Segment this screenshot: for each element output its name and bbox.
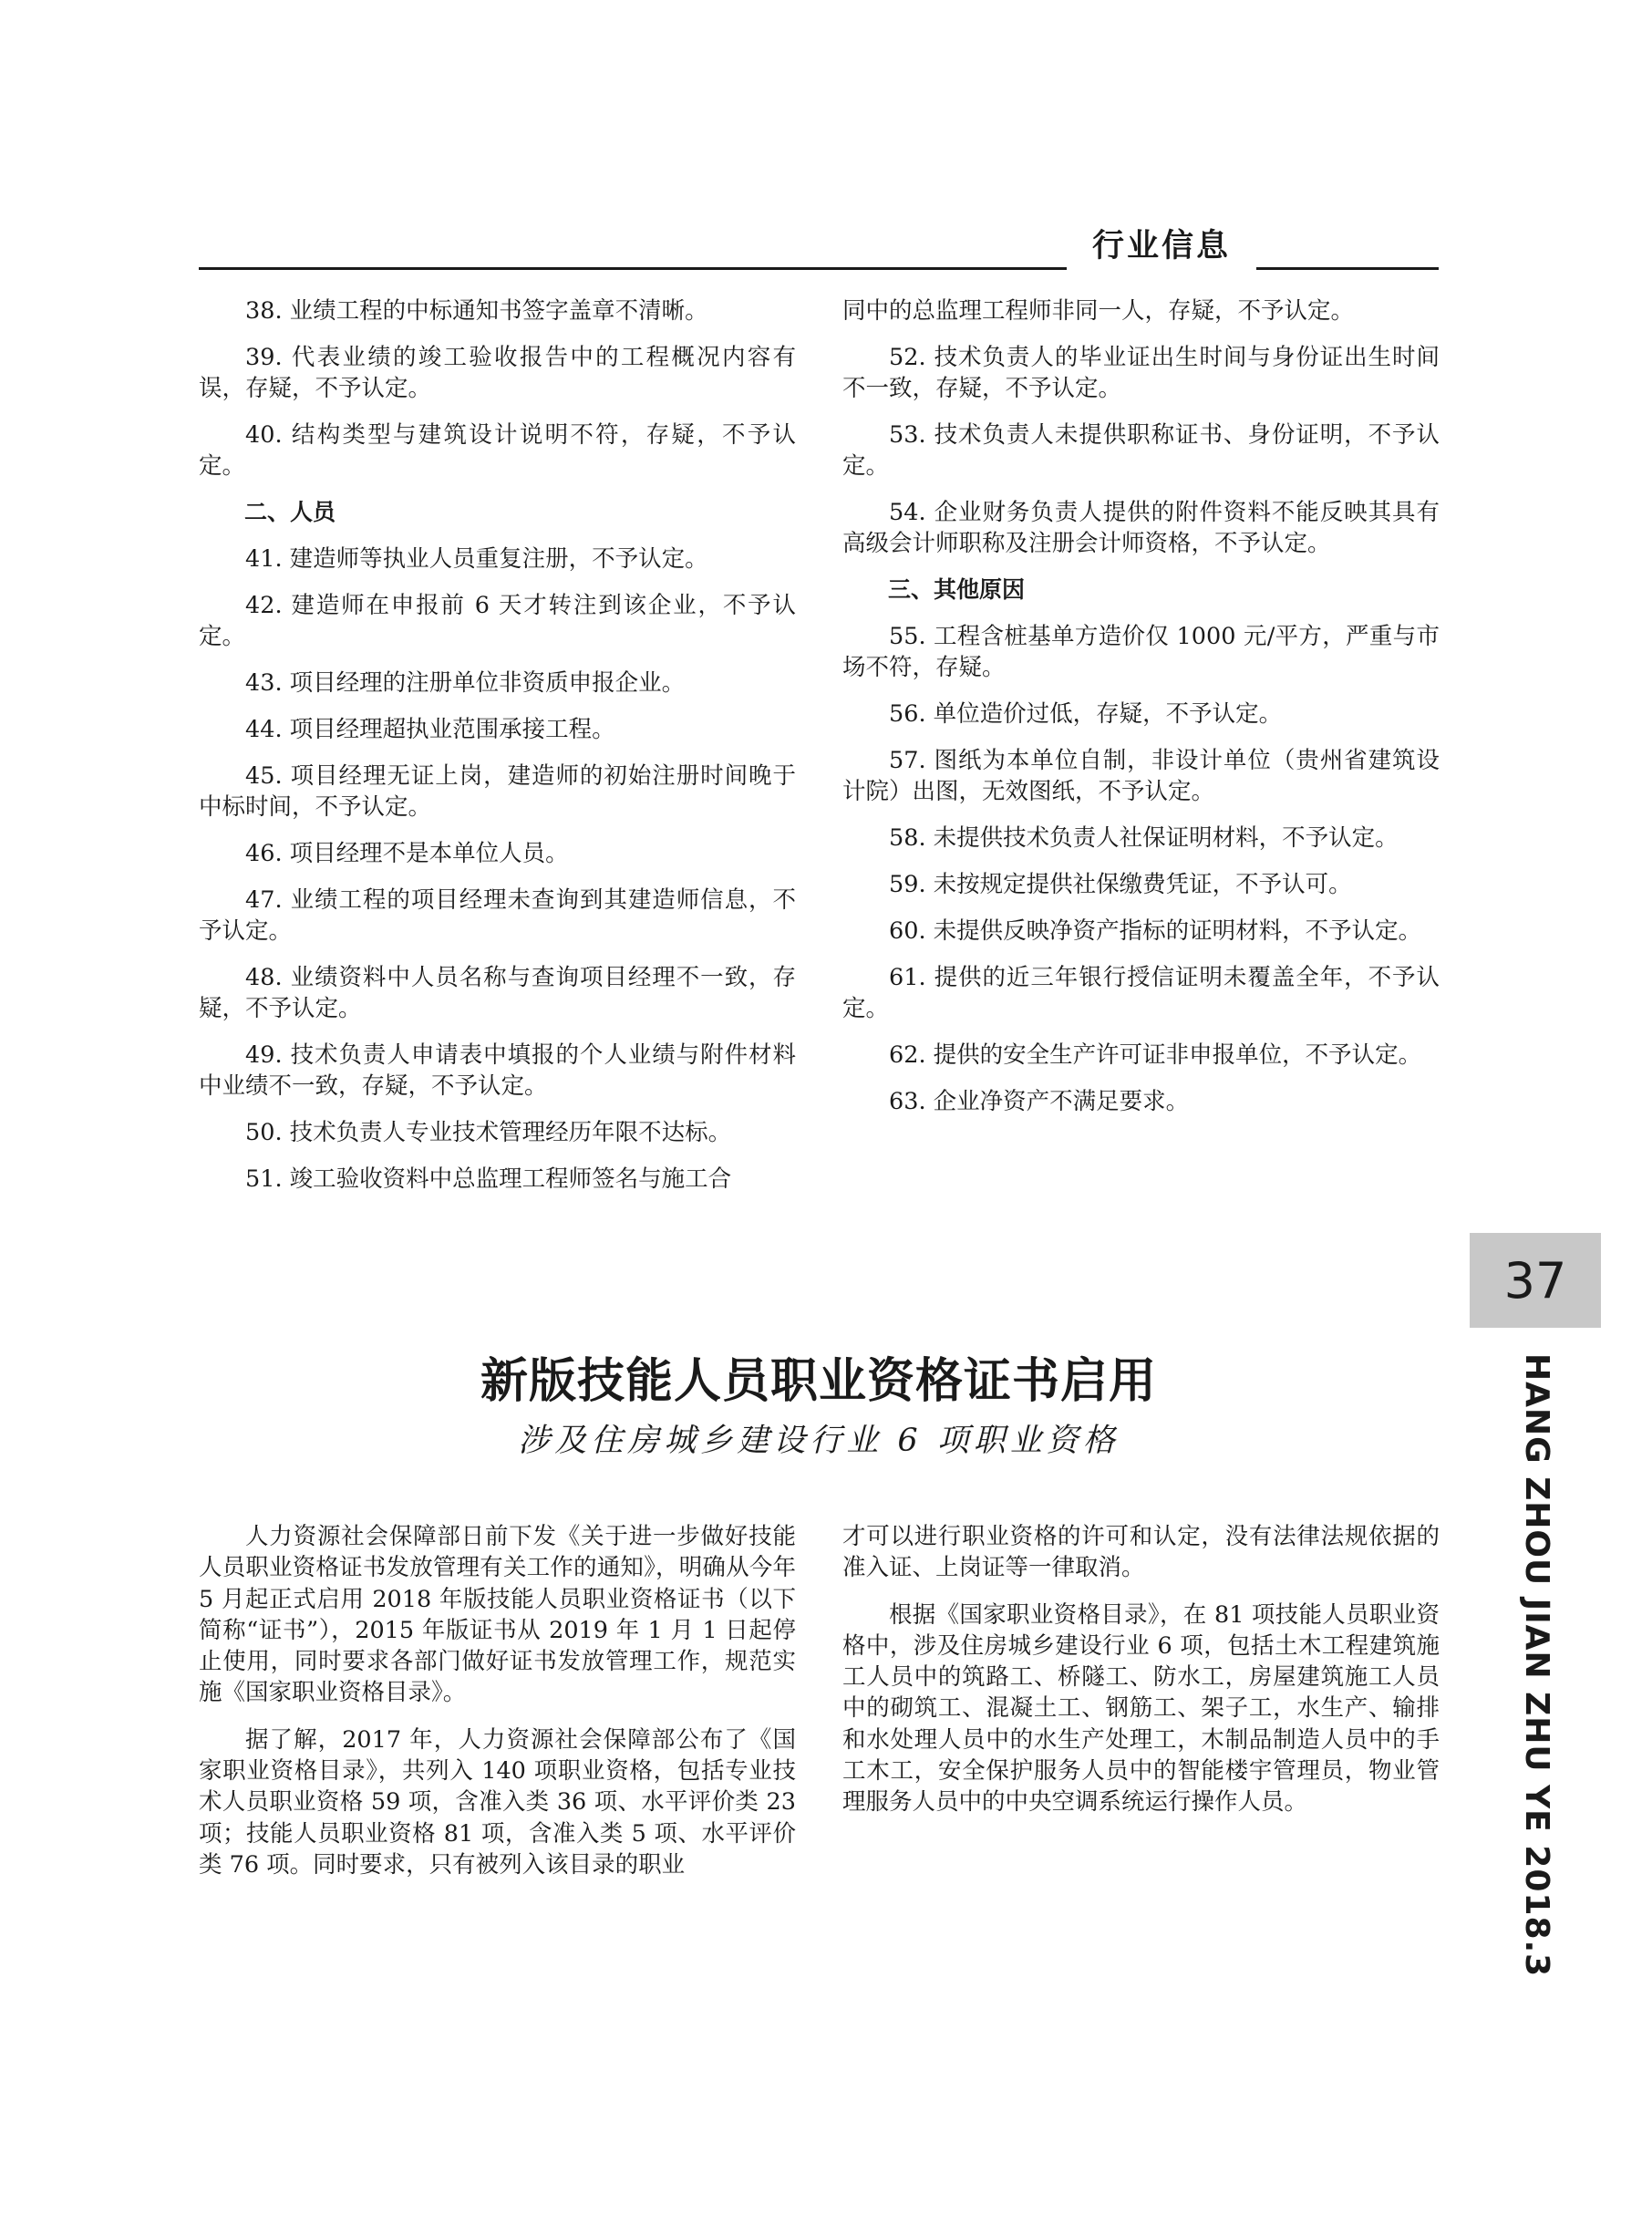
list-item: 54. 企业财务负责人提供的附件资料不能反映其具有高级会计师职称及注册会计师资格，不予认定。 — [842, 499, 1440, 557]
article-paragraph: 人力资源社会保障部日前下发《关于进一步做好技能人员职业资格证书发放管理有关工作的通知》，明确从今年 5 月起正式启用 2018 年版技能人员职业资格证书（以下简称“证书”），2015 年版证书从 2019 年 1 月 1 日起停止使用，同时要求各部门做好证书发放管理工作，规范实施《国家职业资格目录》。 — [199, 1523, 796, 1707]
list-item: 39. 代表业绩的竣工验收报告中的工程概况内容有误，存疑，不予认定。 — [199, 344, 796, 402]
section-title: 行业信息 — [1091, 228, 1231, 264]
article-title: 新版技能人员职业资格证书启用 — [480, 1354, 1157, 1409]
list-item: 46. 项目经理不是本单位人员。 — [245, 840, 569, 867]
article-left-column — [199, 1521, 796, 1896]
header-rule-right — [1256, 267, 1439, 270]
list-item: 38. 业绩工程的中标通知书签字盖章不清晰。 — [245, 297, 708, 325]
article-right-column — [842, 1521, 1440, 1834]
list-item: 58. 未提供技术负责人社保证明材料，不予认定。 — [889, 824, 1399, 852]
list-item: 40. 结构类型与建筑设计说明不符，存疑，不予认定。 — [199, 421, 796, 480]
list-item: 47. 业绩工程的项目经理未查询到其建造师信息，不予认定。 — [199, 886, 796, 945]
list-item: 59. 未按规定提供社保缴费凭证，不予认可。 — [889, 871, 1352, 898]
list-item: 53. 技术负责人未提供职称证书、身份证明，不予认定。 — [842, 421, 1440, 480]
article-subtitle: 涉及住房城乡建设行业 6 项职业资格 — [518, 1423, 1120, 1459]
list-item: 57. 图纸为本单位自制，非设计单位（贵州省建筑设计院）出图，无效图纸，不予认定。 — [842, 747, 1440, 805]
article-paragraph: 据了解，2017 年，人力资源社会保障部公布了《国家职业资格目录》，共列入 140 项职业资格，包括专业技术人员职业资格 59 项，含准入类 36 项、水平评价类 23 项；技能人员职业资格 81 项，含准入类 5 项、水平评价类 76 项。同时要求，只有被列入该目录的职业 — [199, 1725, 796, 1879]
list-item: 51. 竣工验收资料中总监理工程师签名与施工合 — [245, 1165, 732, 1193]
article-paragraph: 根据《国家职业资格目录》，在 81 项技能人员职业资格中，涉及住房城乡建设行业 6 项，包括土木工程建筑施工人员中的筑路工、桥隧工、防水工，房屋建筑施工人员中的砌筑工、混凝土工、钢筋工、架子工，水生产、输排和水处理人员中的水生产处理工，木制品制造人员中的手工木工，安全保护服务人员中的智能楼宇管理员，物业管理服务人员中的中央空调系统运行操作人员。 — [842, 1600, 1440, 1817]
list-item: 56. 单位造价过低，存疑，不予认定。 — [889, 700, 1283, 728]
list-item: 60. 未提供反映净资产指标的证明材料，不予认定。 — [889, 917, 1422, 945]
subsection-heading: 二、人员 — [244, 499, 336, 525]
list-item: 44. 项目经理超执业范围承接工程。 — [245, 716, 615, 743]
list-item: 61. 提供的近三年银行授信证明未覆盖全年，不予认定。 — [842, 964, 1440, 1022]
page-number — [1470, 1233, 1601, 1328]
list-item: 45. 项目经理无证上岗，建造师的初始注册时间晚于中标时间，不予认定。 — [199, 762, 796, 821]
list-item: 48. 业绩资料中人员名称与查询项目经理不一致，存疑，不予认定。 — [199, 964, 796, 1022]
article-paragraph: 才可以进行职业资格的许可和认定，没有法律法规依据的准入证、上岗证等一律取消。 — [842, 1523, 1440, 1582]
list-item: 41. 建造师等执业人员重复注册，不予认定。 — [245, 545, 708, 573]
list-item: 52. 技术负责人的毕业证出生时间与身份证出生时间不一致，存疑，不予认定。 — [842, 344, 1440, 402]
list-item: 63. 企业净资产不满足要求。 — [889, 1088, 1190, 1115]
list-item: 43. 项目经理的注册单位非资质申报企业。 — [245, 669, 686, 697]
top-right-column — [842, 295, 1440, 1133]
list-item: 62. 提供的安全生产许可证非申报单位，不予认定。 — [889, 1041, 1422, 1069]
page-number-label: 37 — [1503, 1251, 1567, 1310]
header-rule-left — [199, 267, 1067, 270]
magazine-issue-label: HANG ZHOU JIAN ZHU YE 2018.3 — [1518, 1353, 1555, 1978]
subsection-heading: 三、其他原因 — [888, 576, 1026, 603]
top-left-column — [199, 295, 796, 1210]
list-item: 同中的总监理工程师非同一人，存疑，不予认定。 — [842, 297, 1355, 325]
list-item: 42. 建造师在申报前 6 天才转注到该企业，不予认定。 — [199, 592, 796, 650]
list-item: 49. 技术负责人申请表中填报的个人业绩与附件材料中业绩不一致，存疑，不予认定。 — [199, 1041, 796, 1100]
list-item: 50. 技术负责人专业技术管理经历年限不达标。 — [245, 1119, 732, 1146]
list-item: 55. 工程含桩基单方造价仅 1000 元/平方，严重与市场不符，存疑。 — [842, 623, 1440, 681]
